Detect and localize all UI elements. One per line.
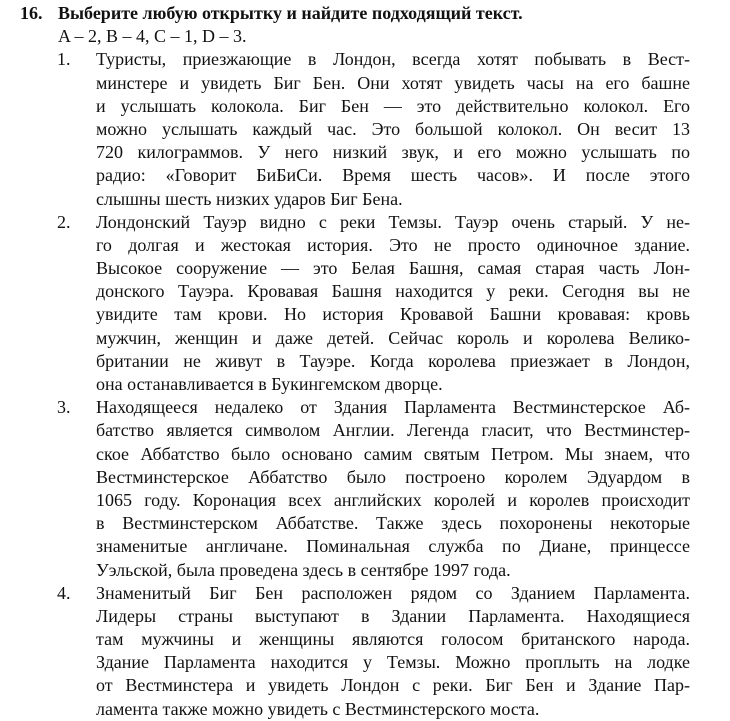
answer-key: A – 2, B – 4, C – 1, D – 3.: [58, 26, 247, 47]
text-line: [96, 211, 690, 234]
text-line-content: радио: «Говорит БиБиСи. Время шесть часов». И после этого: [96, 165, 690, 186]
text-line: [96, 48, 690, 71]
text-line-content: увидите там крови. Но история Кровавой Башни кровавая: кровь: [96, 304, 690, 325]
text-line: [96, 118, 690, 141]
text-line: [96, 628, 690, 651]
text-line: [96, 443, 690, 466]
text-line: [96, 327, 690, 350]
text-line: [96, 72, 690, 95]
text-line-content: она останавливается в Букингемском дворце.: [96, 374, 443, 394]
text-line: [96, 280, 690, 303]
text-line: [96, 188, 690, 211]
text-line-content: ламента также можно увидеть с Вестминстерского моста.: [96, 698, 540, 719]
text-line-content: батство является символом Англии. Легенда гласит, что Вестминстер-: [96, 420, 690, 441]
text-line-content: Знаменитый Биг Бен расположен рядом со Зданием Парламента.: [96, 582, 690, 603]
text-line-content: Вестминстерское Аббатство было построено королем Эдуардом в: [96, 466, 690, 487]
text-line-content: от Вестминстера и увидеть Лондон с реки. Биг Бен и Здание Пар-: [96, 675, 690, 696]
text-item-3: [0, 396, 730, 582]
text-line-content: минстере и увидеть Биг Бен. Они хотят увидеть часы на его башне: [96, 72, 690, 93]
text-line-content: знаменитые англичане. Поминальная служба по Диане, принцессе: [96, 536, 690, 557]
text-line: [96, 373, 690, 396]
text-line: [96, 396, 690, 419]
text-line-content: Здание Парламента находится у Темзы. Можно проплыть на лодке: [96, 652, 690, 673]
text-line: [96, 95, 690, 118]
text-line-content: го долгая и жестокая история. Это не просто одиночное здание.: [96, 234, 690, 255]
text-line: [96, 234, 690, 257]
text-line-content: можно услышать каждый час. Это большой колокол. Он весит 13: [96, 118, 690, 139]
text-line: [96, 419, 690, 442]
text-line: [96, 350, 690, 373]
text-item-2: [0, 211, 730, 397]
text-line: [96, 605, 690, 628]
text-line: [96, 674, 690, 697]
text-line: [96, 651, 690, 674]
item-number: 3.: [57, 397, 71, 418]
task-number: 16.: [20, 3, 43, 23]
text-line-content: Лидеры страны выступают в Здании Парламента. Находящиеся: [96, 605, 690, 626]
task-instruction: Выберите любую открытку и найдите подходящий текст.: [58, 3, 523, 23]
text-line-content: Уэльской, была проведена здесь в сентябре 1997 года.: [96, 559, 511, 580]
text-line-content: 720 килограммов. У него низкий звук, и его можно услышать по: [96, 142, 690, 163]
text-line-content: и услышать колокола. Биг Бен — это действительно колокол. Его: [96, 95, 690, 116]
item-number: 1.: [57, 49, 71, 70]
text-item-1: [0, 48, 730, 210]
text-line: [96, 535, 690, 558]
text-item-4: [0, 582, 730, 721]
text-line-content: донского Тауэра. Кровавая Башня находится у реки. Сегодня вы не: [96, 281, 690, 302]
text-line: [96, 512, 690, 535]
item-number: 2.: [57, 211, 71, 232]
text-line: [96, 164, 690, 187]
text-line-content: Лондонский Тауэр видно с реки Темзы. Тауэр очень старый. У не-: [96, 211, 690, 232]
text-line-content: в Вестминстерском Аббатстве. Также здесь похоронены некоторые: [96, 513, 690, 534]
text-line: [96, 559, 690, 582]
text-line: [96, 257, 690, 280]
document-page: [0, 2, 730, 721]
text-line-content: британии не живут в Тауэре. Когда королева приезжает в Лондон,: [96, 350, 690, 371]
text-line-content: Высокое сооружение — это Белая Башня, самая старая часть Лон-: [96, 258, 690, 279]
text-line: [96, 466, 690, 489]
text-line-content: мужчин, женщин и даже детей. Сейчас король и королева Велико-: [96, 327, 690, 348]
text-line: [96, 141, 690, 164]
text-line-content: Находящееся недалеко от Здания Парламента Вестминстерское Аб-: [96, 397, 690, 418]
text-line: [96, 582, 690, 605]
text-line-content: слышны шесть низких ударов Биг Бена.: [96, 188, 403, 209]
text-line-content: ское Аббатство было основано самим святым Петром. Мы знаем, что: [96, 443, 690, 464]
text-line-content: 1065 году. Коронация всех английских королей и королев происходит: [96, 489, 690, 510]
text-line: [96, 489, 690, 512]
text-line-content: там мужчины и женщины являются голосом британского народа.: [96, 629, 690, 650]
item-number: 4.: [57, 582, 71, 603]
text-line: [96, 303, 690, 326]
numbered-text-list: [0, 48, 730, 720]
text-line: [96, 698, 690, 721]
task-heading: [0, 2, 730, 25]
text-line-content: Туристы, приезжающие в Лондон, всегда хотят побывать в Вест-: [96, 49, 690, 70]
